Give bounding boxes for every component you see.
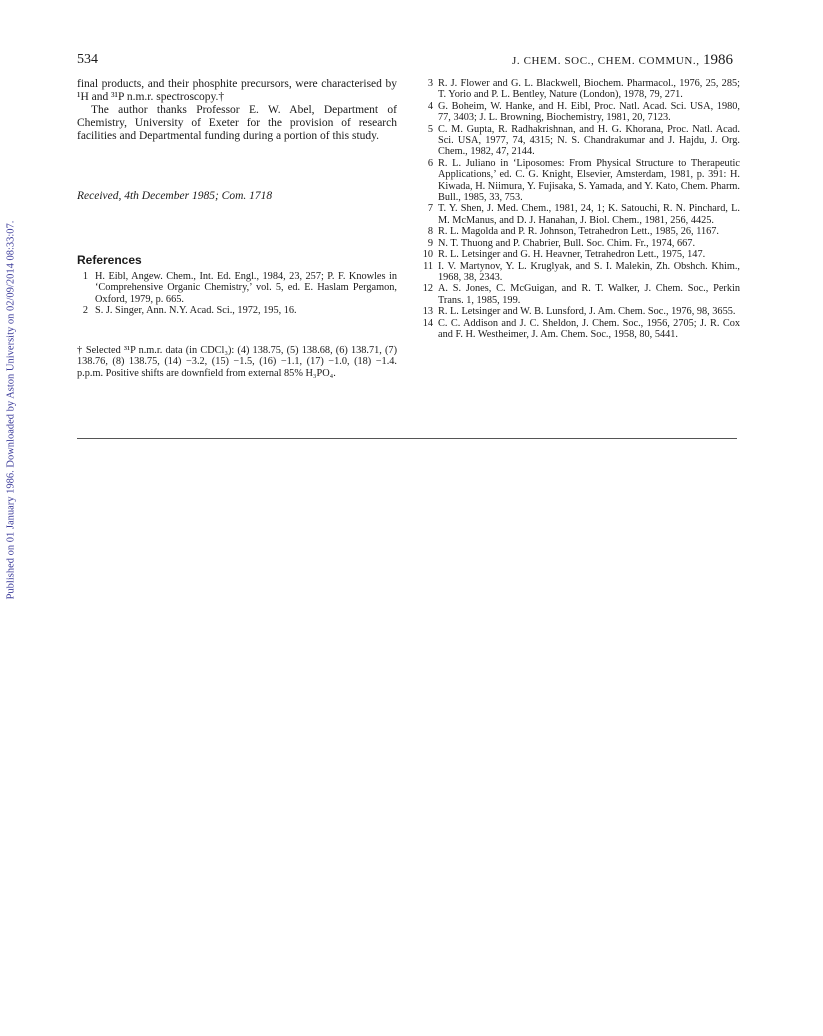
footnote: † Selected ³¹P n.m.r. data (in CDCl₃): (4) 138.75, (5) 138.68, (6) 138.71, (7) 138.76, (8) 138.75, (14) −3.2, (15) −1.5, (16) −1.1, (17) −1.0, (18) −1.4. p.p.m. Positive shifts are downfield from external 85% H₃PO₄. <box>77 345 397 379</box>
reference-number: 8 <box>427 226 433 238</box>
reference-item <box>420 101 740 124</box>
references-list-left <box>77 271 397 317</box>
reference-text: R. L. Magolda and P. R. Johnson, Tetrahedron Lett., 1985, 26, 1167. <box>438 226 719 238</box>
reference-number: 14 <box>422 317 433 329</box>
reference-text: A. S. Jones, C. McGuigan, and R. T. Walker, J. Chem. Soc., Perkin Trans. 1, 1985, 199. <box>438 283 740 306</box>
reference-item <box>420 78 740 101</box>
body-paragraph-1: final products, and their phosphite precursors, were characterised by ¹H and ³¹P n.m.r. spectroscopy.† <box>77 78 397 103</box>
reference-item <box>420 306 740 317</box>
reference-text: S. J. Singer, Ann. N.Y. Acad. Sci., 1972, 195, 16. <box>95 305 297 317</box>
reference-number: 13 <box>422 306 433 318</box>
page-number: 534 <box>77 52 98 67</box>
reference-text: R. J. Flower and G. L. Blackwell, Biochem. Pharmacol., 1976, 25, 285; T. Yorio and P. L. Bentley, Nature (London), 1978, 79, 271. <box>438 78 740 101</box>
received-line: Received, 4th December 1985; Com. 1718 <box>77 190 273 202</box>
journal-year: 1986 <box>702 52 733 68</box>
reference-item <box>420 238 740 249</box>
reference-item <box>420 318 740 341</box>
journal-header <box>512 52 733 69</box>
reference-text: C. M. Gupta, R. Radhakrishnan, and H. G. Khorana, Proc. Natl. Acad. Sci. USA, 1977, 74, 4315; N. S. Chandrakumar and J. Hajdu, J. Org. Chem., 1982, 47, 2144. <box>438 123 740 158</box>
reference-text: H. Eibl, Angew. Chem., Int. Ed. Engl., 1984, 23, 257; P. F. Knowles in ‘Comprehensive Organic Chemistry,’ vol. 5, ed. E. Haslam Pergamon, Oxford, 1979, p. 665. <box>95 271 397 305</box>
reference-item <box>77 305 397 316</box>
reference-item <box>420 203 740 226</box>
reference-number: 6 <box>427 157 433 169</box>
reference-number: 2 <box>82 305 88 317</box>
reference-number: 1 <box>82 271 88 282</box>
reference-item <box>420 249 740 260</box>
reference-number: 10 <box>422 249 433 261</box>
references-list-right <box>420 78 740 340</box>
acknowledgement-paragraph: The author thanks Professor E. W. Abel, Department of Chemistry, University of Exeter for the provision of research facilities and Departmental funding during a portion of this study. <box>77 104 397 142</box>
reference-number: 7 <box>427 203 433 215</box>
reference-text: T. Y. Shen, J. Med. Chem., 1981, 24, 1; K. Satouchi, R. N. Pinchard, L. M. McManus, and D. J. Hanahan, J. Biol. Chem., 1981, 256, 4425. <box>438 203 740 226</box>
reference-number: 12 <box>422 283 433 295</box>
reference-text: N. T. Thuong and P. Chabrier, Bull. Soc. Chim. Fr., 1974, 667. <box>438 237 696 249</box>
reference-text: I. V. Martynov, Y. L. Kruglyak, and S. I. Malekin, Zh. Obshch. Khim., 1968, 38, 2343. <box>438 260 740 283</box>
bottom-rule <box>77 438 737 439</box>
reference-number: 4 <box>427 100 433 112</box>
reference-number: 5 <box>427 123 433 135</box>
journal-name: J. CHEM. SOC., CHEM. COMMUN., <box>512 55 700 67</box>
references-heading: References <box>77 253 142 267</box>
reference-item <box>420 261 740 284</box>
reference-text: R. L. Juliano in ‘Liposomes: From Physical Structure to Therapeutic Applications,’ ed. C. G. Knight, Elsevier, Amsterdam, 1981, p. 391: H. Kiwada, H. Niimura, Y. Fujisaka, S. Yamada, and Y. Kato, Chem. Pharm. Bull., 1985, 33, 753. <box>438 157 740 204</box>
reference-number: 3 <box>427 78 433 89</box>
reference-number: 11 <box>423 260 433 272</box>
reference-text: R. L. Letsinger and G. H. Heavner, Tetrahedron Lett., 1975, 147. <box>438 249 706 261</box>
reference-number: 9 <box>427 237 433 249</box>
download-watermark <box>0 180 22 640</box>
reference-text: G. Boheim, W. Hanke, and H. Eibl, Proc. Natl. Acad. Sci. USA, 1980, 77, 3403; J. L. Browning, Biochemistry, 1981, 20, 7123. <box>438 100 740 124</box>
reference-item <box>420 283 740 306</box>
reference-item <box>420 226 740 237</box>
left-column <box>77 78 397 143</box>
reference-text: R. L. Letsinger and W. B. Lunsford, J. Am. Chem. Soc., 1976, 98, 3655. <box>438 306 736 318</box>
reference-item <box>77 271 397 305</box>
reference-item <box>420 124 740 158</box>
download-watermark-text: Published on 01 January 1986. Downloaded by Aston University on 02/09/2014 08:33:07. <box>5 220 17 600</box>
reference-item <box>420 158 740 204</box>
reference-text: C. C. Addison and J. C. Sheldon, J. Chem. Soc., 1956, 2705; J. R. Cox and F. H. Westheimer, J. Am. Chem. Soc., 1958, 80, 5441. <box>438 317 740 340</box>
